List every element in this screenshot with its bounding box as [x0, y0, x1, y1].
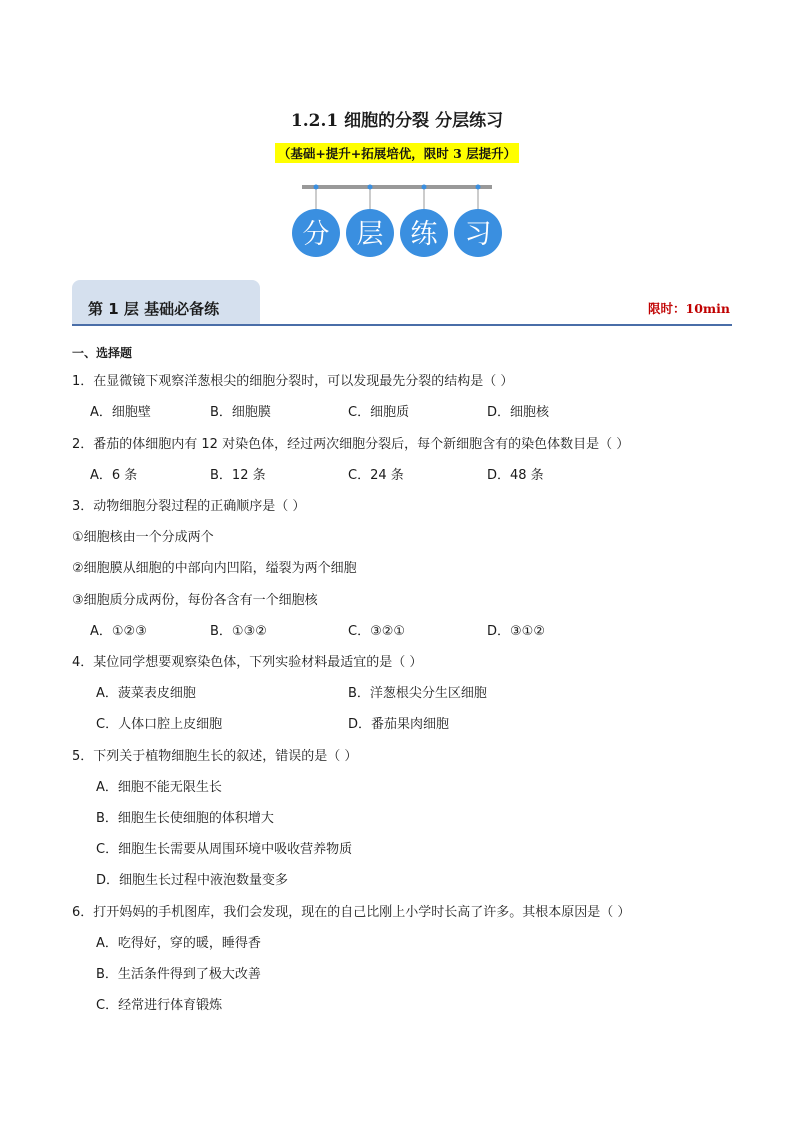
q1-option-b: B．细胞膜	[210, 405, 271, 420]
q6-option-c: C．经常进行体育锻炼	[96, 998, 223, 1013]
section-tab	[72, 280, 260, 324]
q1-option-d: D．细胞核	[487, 405, 550, 420]
question-3-stem: 3．动物细胞分裂过程的正确顺序是（ ）	[72, 499, 306, 514]
section-heading: 一、选择题	[72, 346, 133, 360]
q1-option-a: A．细胞壁	[90, 405, 151, 420]
question-1-stem: 1．在显微镜下观察洋葱根尖的细胞分裂时，可以发现最先分裂的结构是（ ）	[72, 374, 514, 389]
logo-badge-4	[454, 185, 502, 258]
q4-option-a: A．菠菜表皮细胞	[96, 686, 196, 701]
time-limit: 限时：10min	[648, 301, 730, 316]
page-title: 1.2.1 细胞的分裂 分层练习	[290, 111, 504, 131]
q1-option-c: C．细胞质	[348, 405, 410, 420]
q3-option-c: C．③②①	[348, 624, 406, 639]
logo-char-3: 练	[410, 219, 438, 250]
q3-item-2: ②细胞膜从细胞的中部向内凹陷，缢裂为两个细胞	[72, 561, 357, 576]
q3-option-d: D．③①②	[487, 624, 545, 639]
q2-option-a: A．6 条	[90, 468, 138, 483]
q4-option-b: B．洋葱根尖分生区细胞	[348, 686, 487, 701]
q3-option-a: A．①②③	[90, 624, 147, 639]
logo-char-4: 习	[464, 219, 492, 250]
q3-item-1: ①细胞核由一个分成两个	[72, 530, 214, 545]
logo-badge-2	[346, 185, 394, 258]
q3-option-b: B．①③②	[210, 624, 267, 639]
q5-option-c: C．细胞生长需要从周围环境中吸收营养物质	[96, 842, 353, 857]
subtitle-wrap	[0, 143, 794, 163]
logo-char-1: 分	[302, 219, 330, 250]
question-5-stem: 5．下列关于植物细胞生长的叙述，错误的是（ ）	[72, 749, 358, 764]
section-divider	[72, 324, 732, 326]
question-2-stem: 2．番茄的体细胞内有 12 对染色体，经过两次细胞分裂后，每个新细胞含有的染色体数目是（ ）	[72, 437, 630, 452]
q4-option-c: C．人体口腔上皮细胞	[96, 717, 223, 732]
q2-option-c: C．24 条	[348, 468, 404, 483]
section-name: 第 1 层 基础必备练	[88, 300, 220, 318]
logo-badge-3	[400, 185, 448, 258]
logo-badge-1	[292, 185, 340, 258]
section-header	[72, 280, 732, 326]
q3-item-3: ③细胞质分成两份，每份各含有一个细胞核	[72, 593, 318, 608]
q6-option-b: B．生活条件得到了极大改善	[96, 967, 261, 982]
question-4-stem: 4．某位同学想要观察染色体，下列实验材料最适宜的是（ ）	[72, 655, 423, 670]
q2-option-b: B．12 条	[210, 468, 266, 483]
logo-char-2: 层	[356, 219, 384, 250]
q6-option-a: A．吃得好，穿的暖，睡得香	[96, 936, 261, 951]
layered-practice-logo	[288, 181, 508, 261]
q2-option-d: D．48 条	[487, 468, 544, 483]
question-6-stem: 6．打开妈妈的手机图库，我们会发现，现在的自己比刚上小学时长高了许多。其根本原因是（ ）	[72, 905, 631, 920]
subtitle: （基础+提升+拓展培优，限时 3 层提升）	[275, 143, 519, 163]
q4-option-d: D．番茄果肉细胞	[348, 717, 450, 732]
q5-option-d: D．细胞生长过程中液泡数量变多	[96, 873, 289, 888]
q5-option-b: B．细胞生长使细胞的体积增大	[96, 811, 274, 826]
q5-option-a: A．细胞不能无限生长	[96, 780, 222, 795]
